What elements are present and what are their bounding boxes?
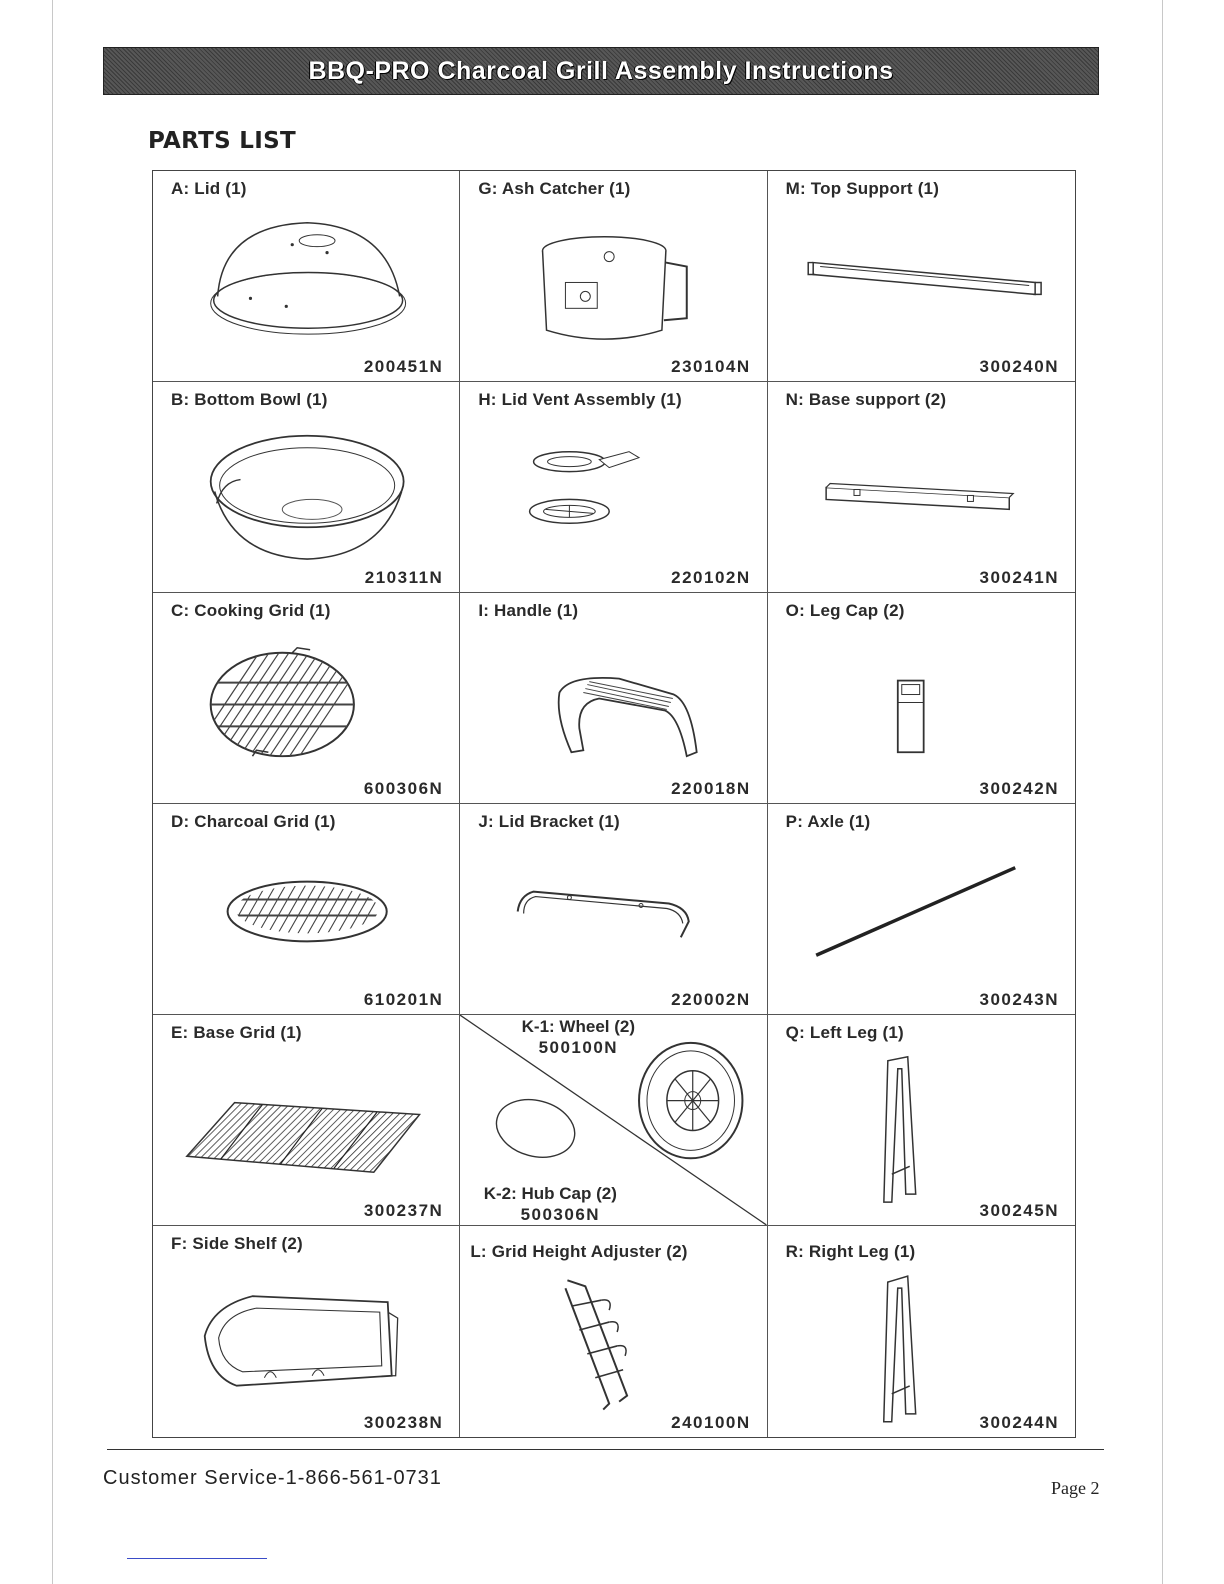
part-code: 600306N bbox=[363, 779, 444, 798]
part-code: 300242N bbox=[979, 779, 1059, 798]
part-label: O: Leg Cap (2) bbox=[785, 601, 905, 620]
ash-catcher-icon bbox=[460, 171, 766, 381]
part-label: I: Handle (1) bbox=[478, 601, 579, 620]
part-label: J: Lid Bracket (1) bbox=[478, 812, 620, 831]
part-cell-top-support bbox=[768, 171, 1075, 382]
part-code: 610201N bbox=[363, 990, 444, 1009]
section-title: PARTS LIST bbox=[148, 128, 296, 154]
part-code: 300244N bbox=[979, 1413, 1059, 1432]
page-edge-left bbox=[52, 0, 53, 1584]
part-cell-lid-bracket bbox=[460, 804, 767, 1015]
part-cell-base-grid bbox=[153, 1015, 460, 1226]
part-cell-base-support bbox=[768, 382, 1075, 593]
lid-bracket-icon bbox=[460, 804, 766, 1014]
footer-divider bbox=[107, 1449, 1104, 1450]
page-edge-right bbox=[1162, 0, 1163, 1584]
hub-cap-code: 500306N bbox=[520, 1205, 601, 1224]
part-code: 300241N bbox=[979, 568, 1059, 587]
part-cell-ash-catcher bbox=[460, 171, 767, 382]
parts-table bbox=[152, 170, 1076, 1438]
part-cell-grid-height-adjuster bbox=[460, 1226, 767, 1437]
wheel-code: 500100N bbox=[538, 1038, 619, 1057]
wheel-label: K-1: Wheel (2) bbox=[521, 1017, 635, 1036]
part-cell-handle bbox=[460, 593, 767, 804]
part-cell-lid bbox=[153, 171, 460, 382]
side-shelf-icon bbox=[153, 1226, 459, 1437]
part-label: P: Axle (1) bbox=[785, 812, 871, 831]
part-label: B: Bottom Bowl (1) bbox=[171, 390, 328, 409]
part-cell-cooking-grid bbox=[153, 593, 460, 804]
part-code: 300238N bbox=[363, 1413, 444, 1432]
part-code: 240100N bbox=[671, 1413, 751, 1432]
bottom-underline bbox=[127, 1558, 267, 1559]
part-cell-left-leg bbox=[768, 1015, 1075, 1226]
part-code: 300243N bbox=[979, 990, 1059, 1009]
part-label: F: Side Shelf (2) bbox=[171, 1234, 303, 1253]
part-cell-leg-cap bbox=[768, 593, 1075, 804]
leg-cap-icon bbox=[768, 593, 1075, 803]
grid-height-adjuster-icon bbox=[460, 1226, 766, 1437]
part-cell-right-leg bbox=[768, 1226, 1075, 1437]
part-label: N: Base support (2) bbox=[785, 390, 947, 409]
left-leg-icon bbox=[768, 1015, 1075, 1225]
hub-cap-label: K-2: Hub Cap (2) bbox=[483, 1184, 617, 1203]
part-label: H: Lid Vent Assembly (1) bbox=[478, 390, 682, 409]
part-cell-bottom-bowl bbox=[153, 382, 460, 593]
page-number: Page 2 bbox=[1051, 1478, 1100, 1498]
part-code: 300245N bbox=[979, 1201, 1059, 1220]
part-label: E: Base Grid (1) bbox=[171, 1023, 302, 1042]
part-label: D: Charcoal Grid (1) bbox=[171, 812, 336, 831]
part-label: M: Top Support (1) bbox=[785, 179, 940, 198]
part-label: A: Lid (1) bbox=[171, 179, 247, 198]
base-support-icon bbox=[768, 382, 1075, 592]
part-code: 220002N bbox=[671, 990, 751, 1009]
page-title: BBQ-PRO Charcoal Grill Assembly Instructions bbox=[308, 56, 894, 85]
part-cell-charcoal-grid bbox=[153, 804, 460, 1015]
handle-icon bbox=[460, 593, 766, 803]
charcoal-grid-icon bbox=[153, 804, 459, 1014]
part-label: C: Cooking Grid (1) bbox=[171, 601, 331, 620]
part-cell-lid-vent bbox=[460, 382, 767, 593]
part-code: 210311N bbox=[364, 568, 444, 587]
lid-icon bbox=[153, 171, 459, 381]
part-cell-side-shelf bbox=[153, 1226, 460, 1437]
part-label: L: Grid Height Adjuster (2) bbox=[470, 1242, 688, 1261]
cooking-grid-icon bbox=[153, 593, 459, 803]
part-label: Q: Left Leg (1) bbox=[785, 1023, 904, 1042]
axle-icon bbox=[768, 804, 1075, 1014]
part-label: R: Right Leg (1) bbox=[785, 1242, 916, 1261]
header-banner bbox=[103, 47, 1099, 95]
top-support-icon bbox=[768, 171, 1075, 381]
right-leg-icon bbox=[768, 1226, 1075, 1437]
part-code: 220018N bbox=[671, 779, 751, 798]
customer-service-text: Customer Service-1-866-561-0731 bbox=[103, 1467, 442, 1489]
base-grid-icon bbox=[153, 1015, 459, 1225]
part-code: 200451N bbox=[363, 357, 444, 376]
part-label: G: Ash Catcher (1) bbox=[478, 179, 631, 198]
part-code: 300237N bbox=[363, 1201, 444, 1220]
bottom-bowl-icon bbox=[153, 382, 459, 592]
lid-vent-icon bbox=[460, 382, 766, 592]
part-cell-axle bbox=[768, 804, 1075, 1015]
part-cell-wheel-hubcap bbox=[460, 1015, 767, 1226]
part-code: 230104N bbox=[671, 357, 751, 376]
part-code: 220102N bbox=[671, 568, 751, 587]
part-code: 300240N bbox=[979, 357, 1059, 376]
